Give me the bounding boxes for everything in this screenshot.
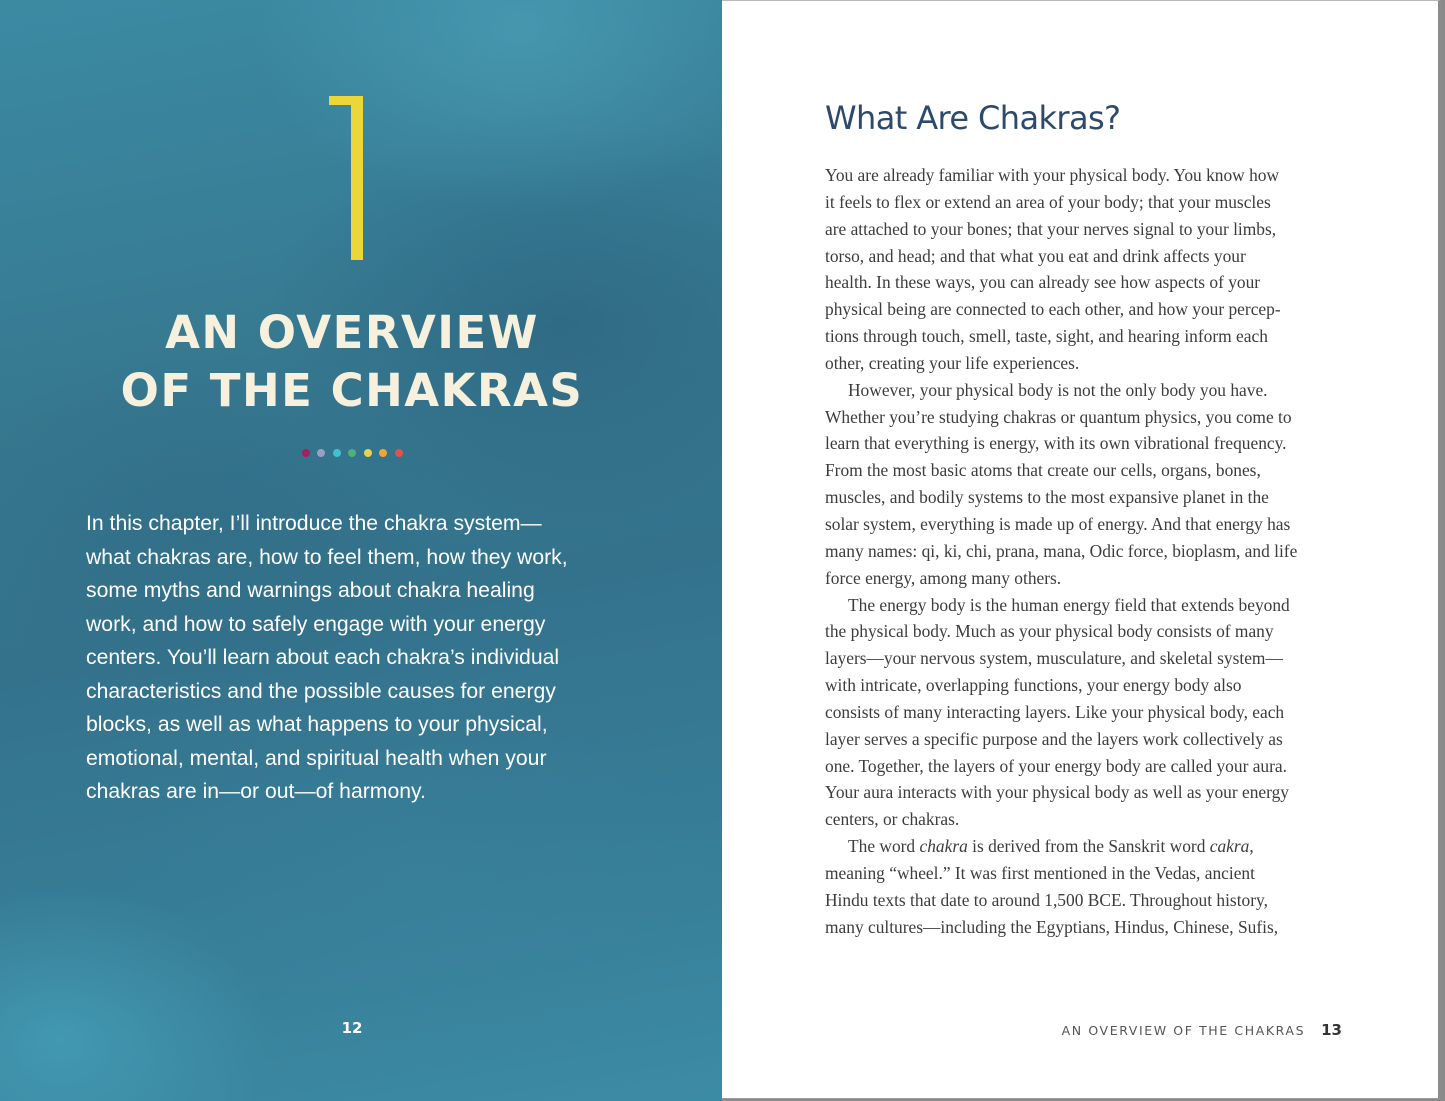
intro-line: In this chapter, I’ll introduce the chakra system— <box>86 512 542 535</box>
text-line: meaning “wheel.” It was first mentioned in the Vedas, ancient <box>825 862 1255 883</box>
numeral-one-glyph <box>329 96 371 260</box>
text-line: layers—your nervous system, musculature, and skeletal system— <box>825 648 1283 669</box>
paragraph-4 <box>825 833 1365 940</box>
text-line: Hindu texts that date to around 1,500 BCE. Throughout history, <box>825 889 1268 910</box>
intro-line: emotional, mental, and spiritual health when your <box>86 746 547 770</box>
intro-line: what chakras are, how to feel them, how they work, <box>86 545 568 569</box>
chapter-number <box>0 96 700 260</box>
paragraph-1 <box>825 162 1365 377</box>
dot-icon-root <box>395 449 403 457</box>
chakra-color-dots <box>0 449 704 457</box>
numeral-stem <box>351 96 363 260</box>
text-line: solar system, everything is made up of energy. And that energy has <box>825 513 1291 534</box>
dot-icon-third-eye <box>317 449 325 457</box>
dot-icon-throat <box>333 449 341 457</box>
dot-icon-solar-plexus <box>364 449 372 457</box>
text-line: are attached to your bones; that your nerves signal to your limbs, <box>825 218 1277 239</box>
text-line: many names: qi, ki, chi, prana, mana, Odic force, bioplasm, and life <box>825 540 1298 561</box>
italic-term: cakra <box>1209 836 1250 857</box>
text-line: Whether you’re studying chakras or quantum physics, you come to <box>825 406 1292 427</box>
section-heading: What Are Chakras? <box>825 99 1121 137</box>
dot-icon-heart <box>348 449 356 457</box>
chapter-title-line-2: OF THE CHAKRAS <box>120 364 584 417</box>
text-run: is derived from the Sanskrit word <box>967 836 1210 857</box>
text-run: The word <box>848 836 920 857</box>
page-number-left: 12 <box>341 1019 363 1037</box>
italic-term: chakra <box>919 836 968 857</box>
text-line: one. Together, the layers of your energy body are called your aura. <box>825 755 1287 776</box>
text-line: tions through touch, smell, taste, sight, and hearing inform each <box>825 326 1268 347</box>
intro-line: centers. You’ll learn about each chakra’s individual <box>86 646 560 669</box>
text-line: with intricate, overlapping functions, your energy body also <box>825 675 1242 696</box>
body-text <box>825 162 1365 940</box>
text-run: , <box>1249 836 1254 857</box>
text-line: health. In these ways, you can already see how aspects of your <box>825 272 1261 293</box>
dot-icon-crown <box>302 449 310 457</box>
text-line: force energy, among many others. <box>825 567 1062 588</box>
paragraph-2 <box>825 377 1365 592</box>
chapter-intro <box>86 507 616 809</box>
text-line: the physical body. Much as your physical body consists of many <box>825 621 1274 642</box>
text-line: Your aura interacts with your physical body as well as your energy <box>825 782 1289 803</box>
page-number-right: 13 <box>1321 1021 1342 1039</box>
text-line: physical being are connected to each other, and how your percep- <box>825 299 1281 320</box>
running-title: AN OVERVIEW OF THE CHAKRAS <box>1061 1023 1306 1038</box>
text-line: From the most basic atoms that create our cells, organs, bones, <box>825 460 1261 481</box>
text-line: torso, and head; and that what you eat and drink affects your <box>825 245 1246 266</box>
text-line: muscles, and bodily systems to the most expansive planet in the <box>825 487 1269 508</box>
text-line: consists of many interacting layers. Like your physical body, each <box>825 701 1285 722</box>
intro-line: some myths and warnings about chakra healing <box>86 579 535 602</box>
chapter-title-line-1: AN OVERVIEW <box>165 306 539 359</box>
intro-line: work, and how to safely engage with your energy <box>86 612 546 636</box>
chapter-title <box>0 304 704 420</box>
text-line: other, creating your life experiences. <box>825 352 1080 373</box>
paragraph-3 <box>825 592 1365 834</box>
intro-line: blocks, as well as what happens to your physical, <box>86 713 548 736</box>
text-line: You are already familiar with your physical body. You know how <box>825 165 1280 185</box>
text-line <box>825 833 1365 860</box>
text-line: However, your physical body is not the only body you have. <box>848 379 1268 400</box>
running-footer <box>1062 1021 1342 1039</box>
chapter-opener-page <box>0 0 722 1101</box>
text-line: many cultures—including the Egyptians, Hindus, Chinese, Sufis, <box>825 916 1279 937</box>
text-page <box>722 0 1441 1099</box>
dot-icon-sacral <box>379 449 387 457</box>
text-line: it feels to flex or extend an area of your body; that your muscles <box>825 191 1271 212</box>
intro-line: chakras are in—or out—of harmony. <box>86 780 426 803</box>
intro-line: characteristics and the possible causes for energy <box>86 679 556 703</box>
text-line: layer serves a specific purpose and the layers work collectively as <box>825 728 1283 749</box>
text-line: The energy body is the human energy field that extends beyond <box>848 594 1290 615</box>
text-line: centers, or chakras. <box>825 809 960 830</box>
text-line: learn that everything is energy, with its own vibrational frequency. <box>825 433 1287 454</box>
